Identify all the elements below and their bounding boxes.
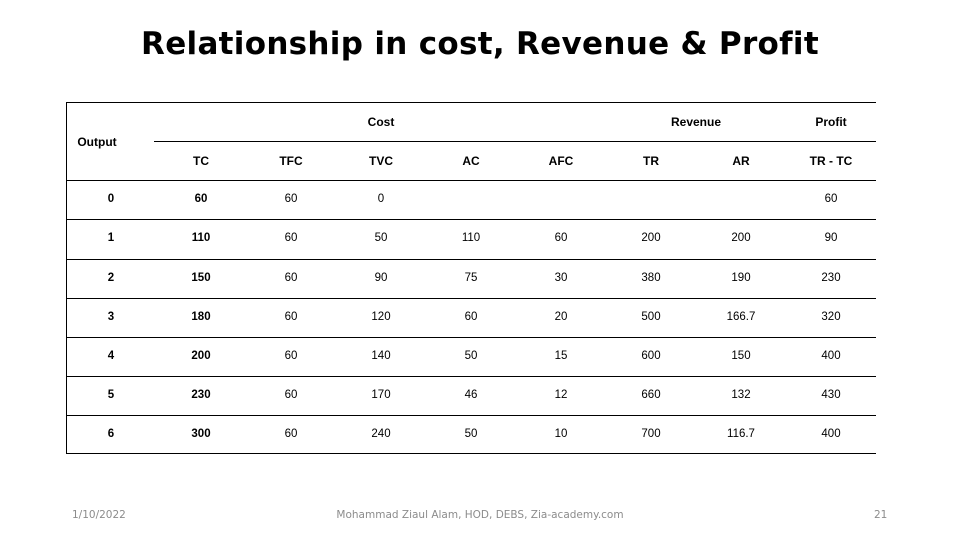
- table-cell: 110: [191, 232, 211, 244]
- row-divider: [66, 415, 876, 416]
- table-cell: 120: [371, 311, 391, 323]
- table-cell: 200: [641, 232, 661, 244]
- table-cell: 230: [821, 272, 841, 284]
- table-cell: 500: [641, 311, 661, 323]
- output-cell: 1: [107, 232, 115, 244]
- table-cell: 132: [731, 389, 751, 401]
- table-cell: 60: [284, 232, 298, 244]
- table-cell: 180: [191, 311, 211, 323]
- table-cell: 240: [371, 428, 391, 440]
- output-cell: 5: [107, 389, 115, 401]
- table-cell: 15: [554, 350, 568, 362]
- output-cell: 0: [107, 193, 115, 205]
- cost-group-header: Cost: [367, 115, 395, 129]
- column-header-afc: AFC: [548, 154, 574, 168]
- slide-title: Relationship in cost, Revenue & Profit: [141, 26, 819, 62]
- table-cell: 10: [554, 428, 568, 440]
- table-cell: 90: [824, 232, 838, 244]
- revenue-group-header: Revenue: [670, 115, 722, 129]
- column-header-ac: AC: [462, 154, 480, 168]
- table-cell: 60: [284, 311, 298, 323]
- table-cell: 60: [554, 232, 568, 244]
- table-cell: 30: [554, 272, 568, 284]
- table-cell: 60: [284, 350, 298, 362]
- table-cell: 60: [284, 428, 298, 440]
- footer-page-number: 21: [874, 509, 888, 521]
- table-cell: 60: [284, 389, 298, 401]
- table-cell: 90: [374, 272, 388, 284]
- row-divider: [66, 298, 876, 299]
- output-cell: 2: [107, 272, 115, 284]
- table-cell: 60: [284, 193, 298, 205]
- table-cell: 660: [641, 389, 661, 401]
- table-cell: 110: [461, 232, 481, 244]
- table-cell: 200: [731, 232, 751, 244]
- output-cell: 6: [107, 428, 115, 440]
- table-cell: 12: [554, 389, 568, 401]
- table-cell: 50: [374, 232, 388, 244]
- footer-author: Mohammad Ziaul Alam, HOD, DEBS, Zia-academy.com: [336, 509, 624, 521]
- table-left-border: [66, 102, 67, 454]
- table-cell: 60: [824, 193, 838, 205]
- header-divider: [154, 141, 876, 142]
- row-divider: [66, 376, 876, 377]
- table-cell: 20: [554, 311, 568, 323]
- table-cell: 380: [641, 272, 661, 284]
- table-cell: 230: [191, 389, 211, 401]
- table-cell: 320: [821, 311, 841, 323]
- output-cell: 4: [107, 350, 115, 362]
- profit-group-header: Profit: [815, 115, 847, 129]
- column-header-tr: TR: [643, 154, 659, 168]
- table-cell: 430: [821, 389, 841, 401]
- footer-date: 1/10/2022: [72, 509, 126, 521]
- column-header-ar: AR: [732, 154, 750, 168]
- table-cell: 60: [284, 272, 298, 284]
- table-cell: 60: [194, 193, 208, 205]
- table-cell: 140: [371, 350, 391, 362]
- column-header-tvc: TVC: [369, 154, 393, 168]
- table-cell: 700: [641, 428, 661, 440]
- table-cell: 200: [191, 350, 211, 362]
- column-header-tc: TC: [193, 154, 209, 168]
- table-cell: 400: [821, 428, 841, 440]
- table-top-border: [66, 102, 876, 103]
- table-cell: 50: [464, 428, 478, 440]
- table-cell: 600: [641, 350, 661, 362]
- table-cell: 50: [464, 350, 478, 362]
- table-cell: 300: [191, 428, 211, 440]
- table-cell: 60: [464, 311, 478, 323]
- cost-revenue-profit-table: [66, 102, 876, 454]
- table-bottom-border: [66, 453, 876, 454]
- table-cell: 190: [731, 272, 751, 284]
- column-header-profit: TR - TC: [809, 154, 853, 168]
- output-cell: 3: [107, 311, 115, 323]
- table-cell: 116.7: [727, 428, 755, 440]
- row-divider: [66, 259, 876, 260]
- table-cell: 150: [731, 350, 751, 362]
- table-cell: 46: [464, 389, 478, 401]
- table-cell: 170: [371, 389, 391, 401]
- table-cell: 75: [464, 272, 478, 284]
- column-header-tfc: TFC: [279, 154, 303, 168]
- table-cell: 166.7: [726, 311, 756, 323]
- header-bottom-border: [66, 180, 876, 181]
- table-cell: 0: [377, 193, 385, 205]
- row-divider: [66, 337, 876, 338]
- table-cell: 150: [191, 272, 211, 284]
- output-column-header: Output: [77, 135, 117, 149]
- row-divider: [66, 219, 876, 220]
- table-cell: 400: [821, 350, 841, 362]
